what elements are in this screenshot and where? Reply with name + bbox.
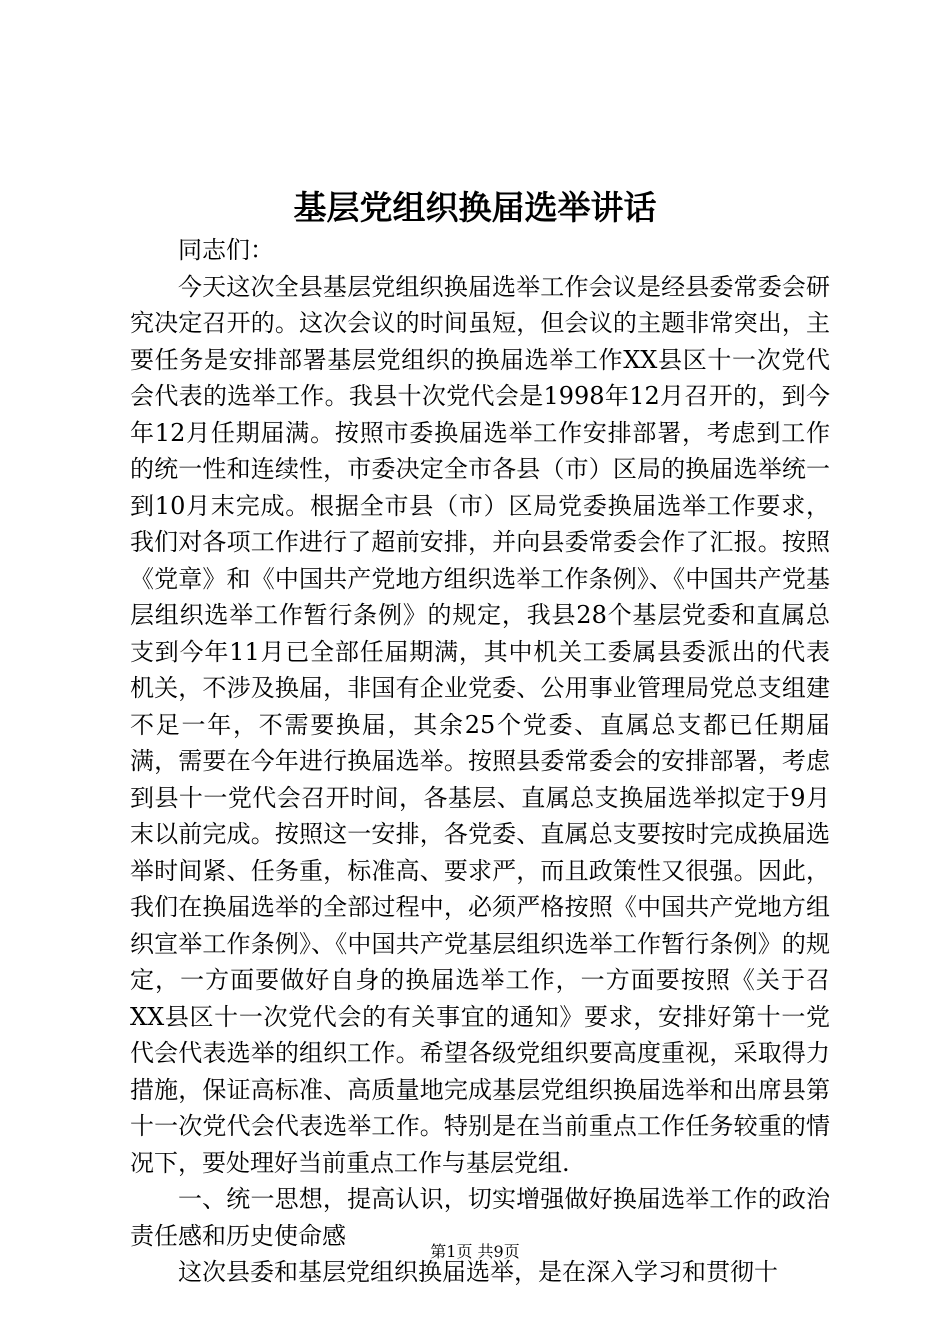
document-title: 基层党组织换届选举讲话 — [293, 188, 657, 227]
section-heading: 一、统一思想，提高认识，切实增强做好换届选举工作的政治责任感和历史使命感 — [130, 1185, 830, 1250]
document-body — [130, 232, 830, 1291]
body-paragraph: 今天这次全县基层党组织换届选举工作会议是经县委常委会研究决定召开的。这次会议的时间虽短，但会议的主题非常突出，主要任务是安排部署基层党组织的换届选举工作XX县区十一次党代会代表的选举工作。我县十次党代会是1998年12月召开的，到今年12月任期届满。按照市委换届选举工作安排部署，考虑到工作的统一性和连续性，市委决定全市各县（市）区局的换届选举统一到10月末完成。根据全市县（市）区局党委换届选举工作要求，我们对各项工作进行了超前安排，并向县委常委会作了汇报。按照《党章》和《中国共产党地方组织选举工作条例》、《中国共产党基层组织选举工作暂行条例》的规定，我县28个基层党委和直属总支到今年11月已全部任届期满，其中机关工委属县委派出的代表机关，不涉及换届，非国有企业党委、公用事业管理局党总支组建不足一年，不需要换届，其余25个党委、直属总支都已任期届满，需要在今年进行换届选举。按照县委常委会的安排部署，考虑到县十一党代会召开时间，各基层、直属总支换届选举拟定于9月末以前完成。按照这一安排，各党委、直属总支要按时完成换届选举时间紧、任务重，标准高、要求严，而且政策性又很强。因此，我们在换届选举的全部过程中，必须严格按照《中国共产党地方组织宣举工作条例》、《中国共产党基层组织选举工作暂行条例》的规定，一方面要做好自身的换届选举工作，一方面要按照《关于召XX县区十一次党代会的有关事宜的通知》要求，安排好第十一党代会代表选举的组织工作。希望各级党组织要高度重视，采取得力措施，保证高标准、高质量地完成基层党组织换届选举和出席县第十一次党代会代表选举工作。特别是在当前重点工作任务较重的情况下，要处理好当前重点工作与基层党组. — [130, 272, 830, 1177]
salutation: 同志们： — [178, 236, 274, 264]
page-number-footer: 第1页 共9页 — [430, 1242, 520, 1261]
body-paragraph: 这次县委和基层党组织换届选举，是在深入学习和贯彻十 — [178, 1258, 778, 1286]
